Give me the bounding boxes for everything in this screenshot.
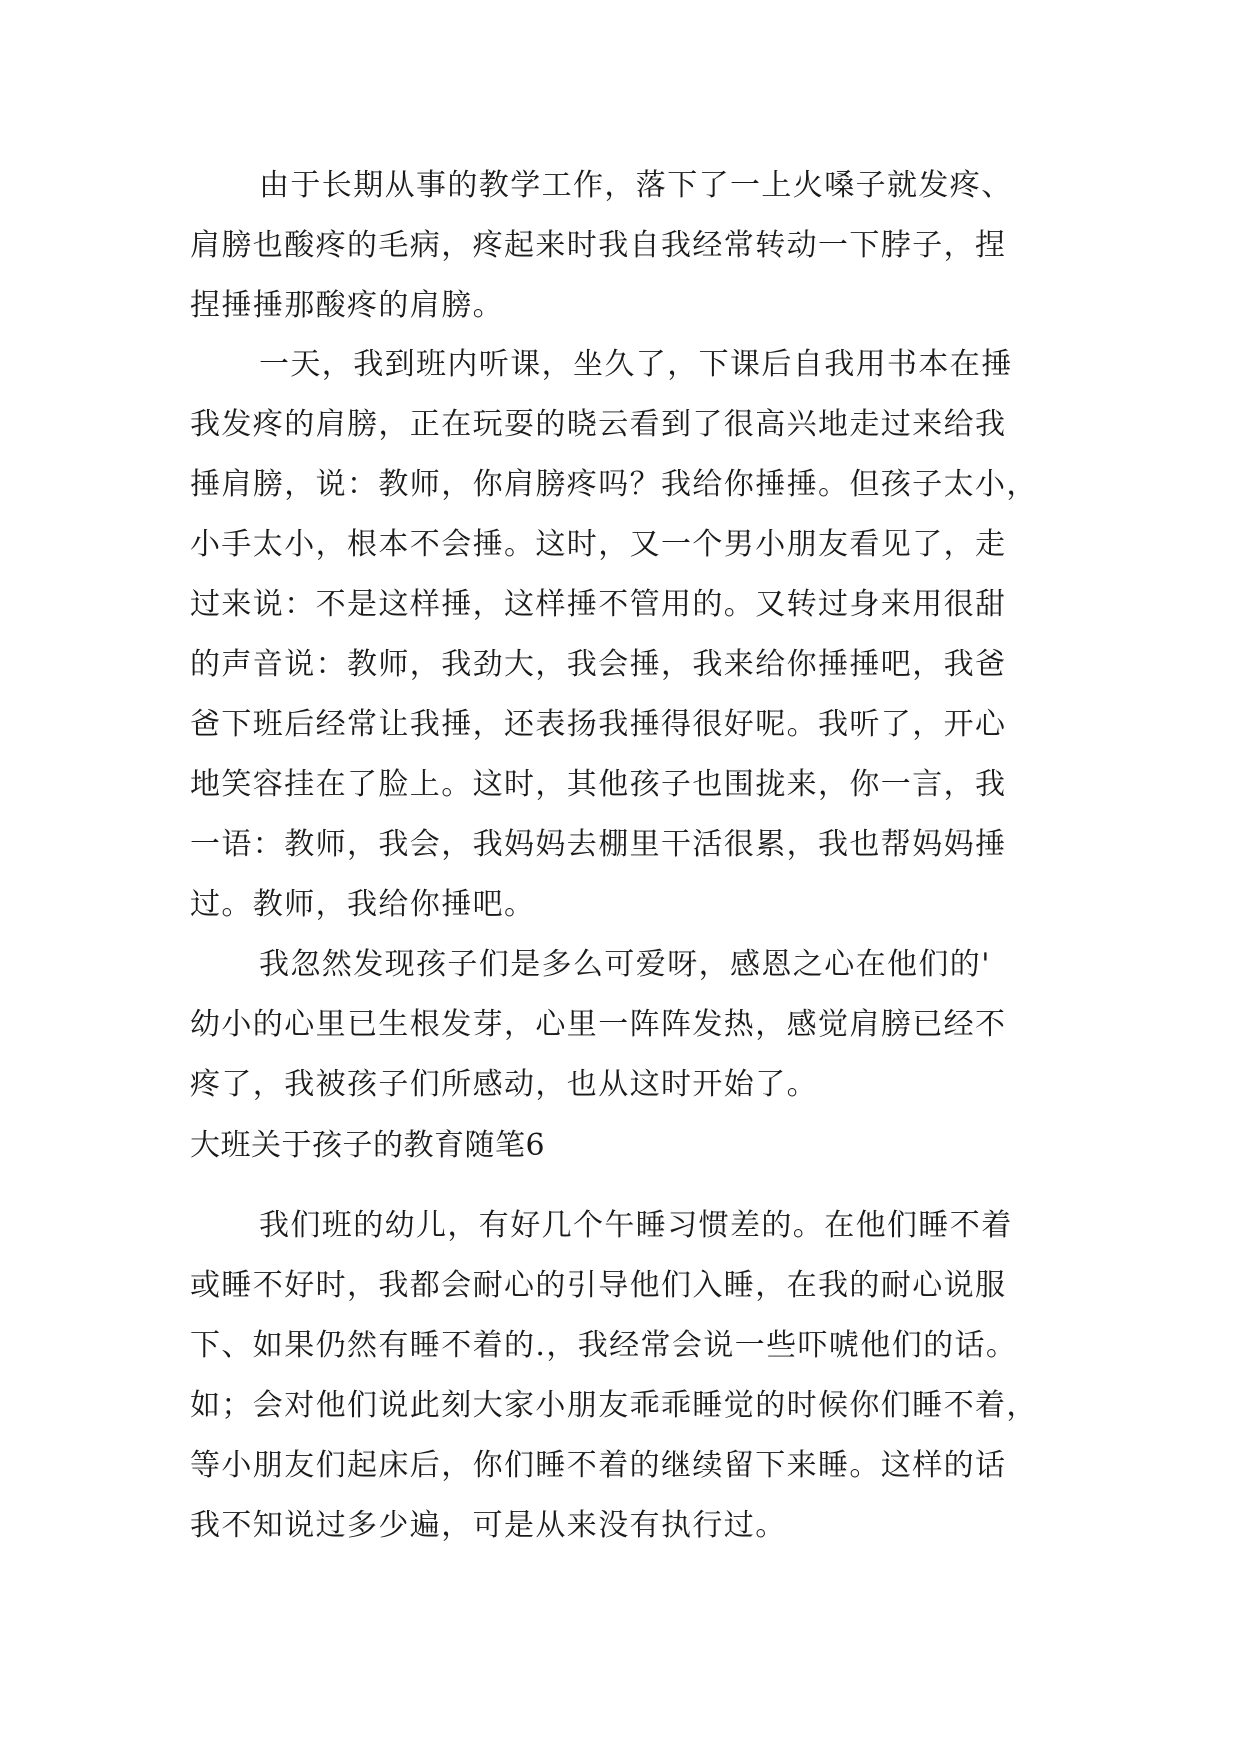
text-line: 过来说：不是这样捶，这样捶不管用的。又转过身来用很甜 [190, 587, 1007, 622]
text-line: 等小朋友们起床后，你们睡不着的继续留下来睡。这样的话 [190, 1448, 1007, 1483]
text-line: 捶肩膀，说：教师，你肩膀疼吗？我给你捶捶。但孩子太小， [190, 467, 1038, 502]
text-line: 过。教师，我给你捶吧。 [190, 887, 536, 922]
text-line: 我们班的幼儿，有好几个午睡习惯差的。在他们睡不着 [259, 1208, 1013, 1243]
text-line: 我忽然发现孩子们是多么可爱呀，感恩之心在他们的' [259, 947, 991, 982]
section-heading: 大班关于孩子的教育随笔6 [190, 1128, 546, 1163]
text-line: 下、如果仍然有睡不着的.，我经常会说一些吓唬他们的话。 [190, 1328, 1018, 1363]
paragraph-2 [190, 335, 1070, 935]
text-line: 捏捶捶那酸疼的肩膀。 [190, 288, 504, 323]
text-line: 小手太小，根本不会捶。这时，又一个男小朋友看见了，走 [190, 527, 1007, 562]
text-line: 或睡不好时，我都会耐心的引导他们入睡，在我的耐心说服 [190, 1268, 1007, 1303]
paragraph-4 [190, 1196, 1070, 1556]
text-line: 地笑容挂在了脸上。这时，其他孩子也围拢来，你一言，我 [190, 767, 1007, 802]
text-line: 爸下班后经常让我捶，还表扬我捶得很好呢。我听了，开心 [190, 707, 1007, 742]
text-line: 一天，我到班内听课，坐久了，下课后自我用书本在捶 [259, 347, 1013, 382]
paragraph-3 [190, 935, 1070, 1115]
text-line: 我发疼的肩膀，正在玩耍的晓云看到了很高兴地走过来给我 [190, 407, 1007, 442]
text-line: 的声音说：教师，我劲大，我会捶，我来给你捶捶吧，我爸 [190, 647, 1007, 682]
text-line: 疼了，我被孩子们所感动，也从这时开始了。 [190, 1067, 818, 1102]
text-line: 一语：教师，我会，我妈妈去棚里干活很累，我也帮妈妈捶 [190, 827, 1007, 862]
text-line: 由于长期从事的教学工作，落下了一上火嗓子就发疼、 [259, 168, 1013, 203]
paragraph-1 [190, 156, 1070, 336]
text-line: 幼小的心里已生根发芽，心里一阵阵发热，感觉肩膀已经不 [190, 1007, 1007, 1042]
text-line: 肩膀也酸疼的毛病，疼起来时我自我经常转动一下脖子，捏 [190, 228, 1007, 263]
text-line: 我不知说过多少遍，可是从来没有执行过。 [190, 1508, 787, 1543]
text-line: 如；会对他们说此刻大家小朋友乖乖睡觉的时候你们睡不着， [190, 1388, 1038, 1423]
